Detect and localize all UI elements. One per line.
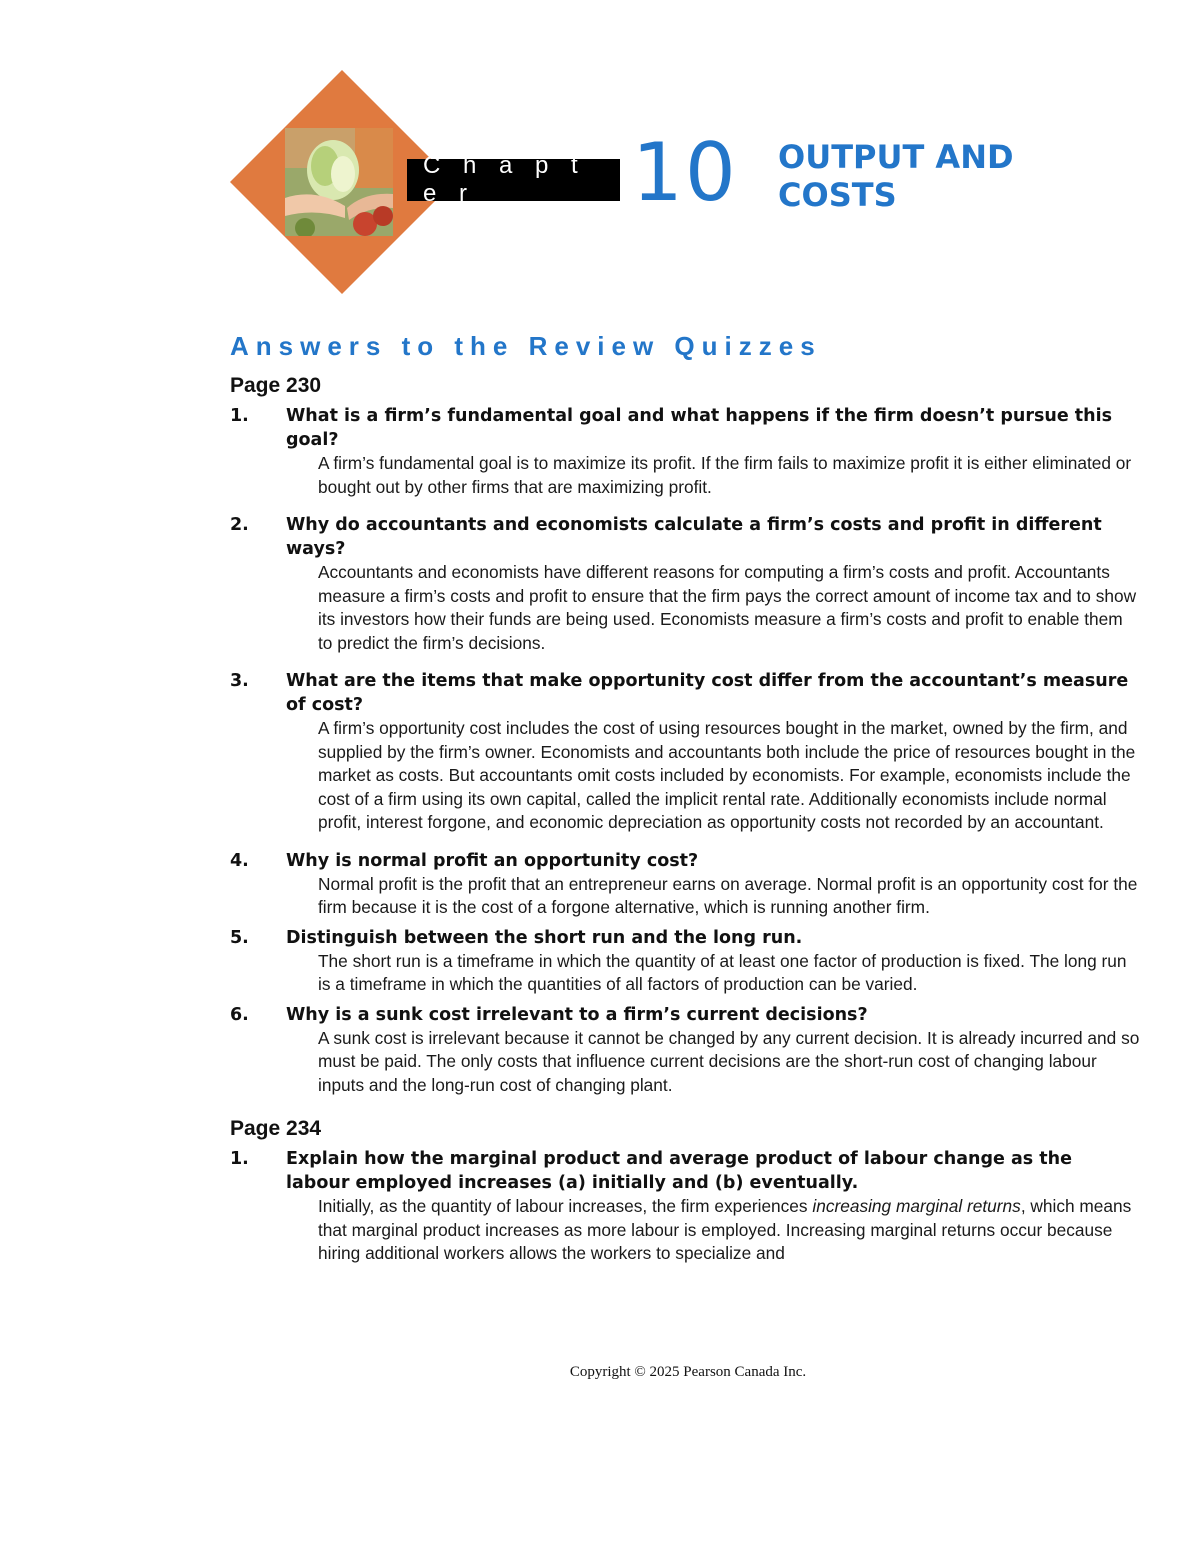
answer-text: [286, 1195, 1140, 1266]
question-text: Explain how the marginal product and average product of labour change as the labour employed increases (a) initially and (b) eventually.: [286, 1149, 1072, 1193]
qa-item: [230, 404, 1140, 499]
answer-text: A sunk cost is irrelevant because it cannot be changed by any current decision. It is already incurred and so must be paid. The only costs that influence current decisions are the short-run cost of changing labour inputs and the long-run cost of changing plant.: [318, 1027, 1140, 1095]
qa-item: [230, 926, 1140, 997]
question-number: 1.: [230, 406, 249, 426]
chapter-number: 10: [632, 126, 738, 219]
answer-emphasis: increasing marginal returns: [812, 1196, 1021, 1216]
chapter-word: C h a p t e r: [423, 152, 586, 207]
qa-item: [230, 1147, 1140, 1266]
chapter-header: [0, 0, 1200, 310]
answer-text: A firm’s fundamental goal is to maximize its profit. If the firm fails to maximize profit it is either eliminated or bought out by other firms that are maximizing profit.: [318, 453, 1132, 497]
qa-item: [230, 1003, 1140, 1098]
question-number: 5.: [230, 927, 249, 948]
copyright-footer: Copyright © 2025 Pearson Canada Inc.: [569, 1364, 807, 1380]
question-text: Why is a sunk cost irrelevant to a firm’s current decisions?: [286, 1004, 868, 1025]
section-heading: Answers to the Review Quizzes: [230, 331, 822, 361]
question-text: What is a firm’s fundamental goal and what happens if the firm doesn’t pursue this goal?: [286, 406, 1113, 450]
question-number: 2.: [230, 515, 249, 535]
qa-item: [230, 669, 1140, 835]
chapter-photo-vegetables: [285, 128, 393, 236]
question-text: What are the items that make opportunity cost differ from the accountant’s measure of cost?: [286, 671, 1129, 715]
question-text: Why is normal profit an opportunity cost?: [286, 850, 699, 871]
question-number: 1.: [230, 1149, 249, 1169]
answer-text: Normal profit is the profit that an entrepreneur earns on average. Normal profit is an opportunity cost for the firm because it is the cost of a forgone alternative, which is running another firm.: [318, 873, 1138, 917]
answer-text: A firm’s opportunity cost includes the cost of using resources bought in the market, owned by the firm, and supplied by the firm’s owner. Economists and accountants both include the price of resources bought in the market as costs. But accountants omit costs included by economists. For example, economists include the cost of a firm using its own capital, called the implicit rental rate. Additionally economists include normal profit, interest forgone, and economic depreciation as opportunity costs not recorded by an accountant.: [318, 718, 1136, 832]
qa-item: [230, 849, 1140, 920]
answer-text: Accountants and economists have different reasons for computing a firm’s costs and profit. Accountants measure a firm’s costs and profit to ensure that the firm pays the correct amount of income tax and to show its investors how their funds are being used. Economists measure a firm’s costs and profit to enable them to predict the firm’s decisions.: [318, 562, 1137, 653]
chapter-label-bar: [407, 152, 620, 207]
question-number: 3.: [230, 671, 249, 691]
question-text: Distinguish between the short run and the long run.: [286, 927, 803, 948]
question-number: 6.: [230, 1004, 249, 1025]
document-content: [230, 330, 1140, 1280]
page-label: Page 234: [230, 1117, 322, 1140]
question-number: 4.: [230, 850, 249, 871]
chapter-title: OUTPUT AND COSTS: [778, 138, 1014, 214]
answer-text-part: , which means that marginal product increases as more labour is employed. Increasing marginal returns occur because hiring additional workers allows the workers to specialize and: [318, 1196, 1132, 1263]
answer-text-part: Initially, as the quantity of labour increases, the firm experiences: [318, 1196, 813, 1216]
answer-text: The short run is a timeframe in which the quantity of at least one factor of production is fixed. The long run is a timeframe in which the quantities of all factors of production can be varied.: [318, 950, 1127, 994]
qa-item: [230, 513, 1140, 655]
question-text: Why do accountants and economists calculate a firm’s costs and profit in different ways?: [286, 515, 1102, 559]
page-label: Page 230: [230, 374, 322, 397]
